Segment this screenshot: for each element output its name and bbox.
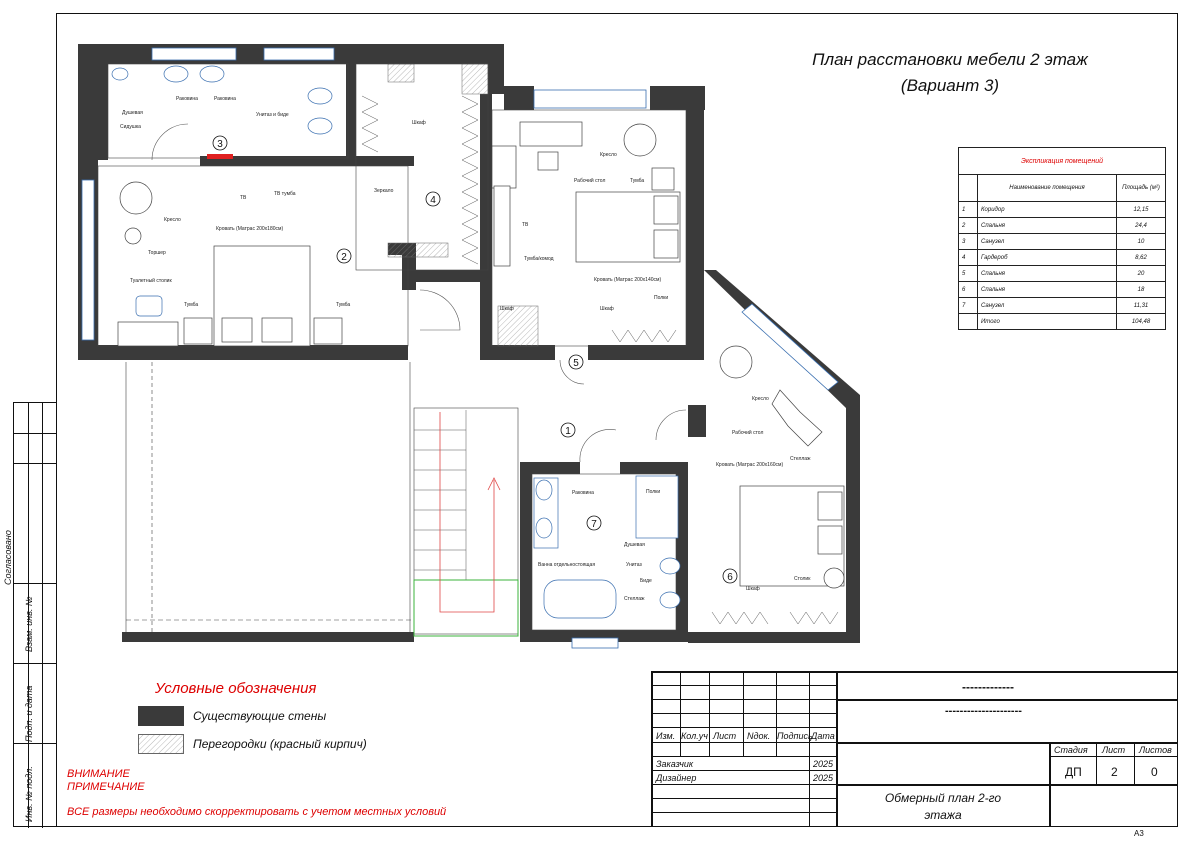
col-area-header: Площадь (м²) bbox=[1117, 175, 1166, 202]
stamp-ndok: Nдок. bbox=[747, 731, 771, 741]
svg-text:Столик: Столик bbox=[794, 576, 811, 582]
stamp-dizayner: Дизайнер bbox=[656, 773, 697, 783]
svg-text:Полки: Полки bbox=[654, 295, 669, 301]
legend-walls-label: Существующие стены bbox=[193, 709, 327, 723]
room-number-5: 5 bbox=[573, 358, 579, 369]
vzam-label: Взам. инв. № bbox=[24, 596, 34, 652]
svg-text:Биде: Биде bbox=[640, 578, 652, 584]
svg-text:Зеркало: Зеркало bbox=[374, 188, 394, 194]
stamp-listov-value: 0 bbox=[1151, 765, 1158, 779]
table-row: 6 Спальня 18 bbox=[959, 282, 1166, 298]
inv-label: Инв. № подл. bbox=[24, 766, 34, 822]
svg-text:Раковина: Раковина bbox=[214, 96, 236, 102]
soglasovano-label: Согласовано bbox=[3, 530, 13, 585]
explication-table bbox=[958, 147, 1166, 330]
explication-title: Экспликация помещений bbox=[959, 148, 1166, 175]
svg-text:Полки: Полки bbox=[646, 489, 661, 495]
legend-partitions-swatch bbox=[138, 734, 184, 754]
svg-text:Душевая: Душевая bbox=[122, 110, 143, 116]
svg-text:Унитаз и биде: Унитаз и биде bbox=[256, 112, 289, 118]
svg-text:Душевая: Душевая bbox=[624, 542, 645, 548]
note-label: ПРИМЕЧАНИЕ bbox=[67, 781, 145, 793]
svg-text:Кресло: Кресло bbox=[752, 396, 769, 402]
table-row: 7 Санузел 11,31 bbox=[959, 298, 1166, 314]
svg-text:Кровать (Матрас 200х180см): Кровать (Матрас 200х180см) bbox=[216, 226, 284, 232]
stamp-year-1: 2025 bbox=[813, 759, 834, 769]
stamp-dash-1: ------------- bbox=[962, 680, 1014, 694]
table-row: 5 Спальня 20 bbox=[959, 266, 1166, 282]
plan-title: План расстановки мебели 2 этаж bbox=[812, 50, 1088, 69]
legend-partitions-label: Перегородки (красный кирпич) bbox=[193, 737, 367, 751]
svg-text:Тумба/комод: Тумба/комод bbox=[524, 256, 554, 262]
table-row: 1 Коридор 12,15 bbox=[959, 202, 1166, 218]
svg-text:Тумба: Тумба bbox=[184, 302, 199, 308]
stamp-stadiya: Стадия bbox=[1054, 745, 1088, 755]
sheet-format: А3 bbox=[1134, 829, 1144, 838]
svg-text:Стеллаж: Стеллаж bbox=[624, 596, 645, 602]
svg-text:Раковина: Раковина bbox=[176, 96, 198, 102]
legend-title: Условные обозначения bbox=[155, 680, 317, 697]
room-number-3: 3 bbox=[217, 139, 223, 150]
plan-subtitle: (Вариант 3) bbox=[900, 76, 1000, 95]
table-row: 4 Гардероб 8,62 bbox=[959, 250, 1166, 266]
note-attention: ВНИМАНИЕ bbox=[67, 768, 130, 780]
svg-text:Шкаф: Шкаф bbox=[600, 306, 614, 312]
svg-text:Тумба: Тумба bbox=[336, 302, 351, 308]
table-total-row: Итого 104,48 bbox=[959, 314, 1166, 330]
note-text: ВСЕ размеры необходимо скорректировать с учетом местных условий bbox=[67, 806, 447, 818]
stamp-izm: Изм. bbox=[656, 731, 676, 741]
stamp-list-header: Лист bbox=[1102, 745, 1126, 755]
svg-text:ТВ: ТВ bbox=[240, 195, 247, 201]
stamp-list-value: 2 bbox=[1111, 765, 1118, 779]
room-number-2: 2 bbox=[341, 252, 347, 263]
room-number-4: 4 bbox=[430, 195, 436, 206]
svg-text:Кровать (Матрас 200х140см): Кровать (Матрас 200х140см) bbox=[594, 277, 662, 283]
table-row: 3 Санузел 10 bbox=[959, 234, 1166, 250]
sheet-title-line1: Обмерный план 2-го bbox=[884, 791, 1002, 805]
stamp-zakazchik: Заказчик bbox=[656, 759, 694, 769]
stamp-listov: Листов bbox=[1139, 745, 1172, 755]
stamp-stadiya-value: ДП bbox=[1065, 765, 1082, 779]
svg-text:Туалетный столик: Туалетный столик bbox=[130, 278, 172, 284]
stamp-year-2: 2025 bbox=[813, 773, 834, 783]
svg-text:Сидушка: Сидушка bbox=[120, 124, 141, 130]
stamp-kolch: Кол.уч bbox=[681, 731, 708, 741]
svg-text:Унитаз: Унитаз bbox=[626, 562, 642, 568]
sheet-title-line2: этажа bbox=[924, 808, 962, 822]
col-name-header: Наименование помещения bbox=[978, 175, 1117, 202]
svg-text:Шкаф: Шкаф bbox=[412, 120, 426, 126]
svg-text:Раковина: Раковина bbox=[572, 490, 594, 496]
svg-text:Кровать (Матрас 200х160см): Кровать (Матрас 200х160см) bbox=[716, 462, 784, 468]
room-number-1: 1 bbox=[565, 426, 571, 437]
svg-text:Тумба: Тумба bbox=[630, 178, 645, 184]
legend-walls-swatch bbox=[138, 706, 184, 726]
title-block bbox=[651, 671, 1178, 827]
svg-text:Торшер: Торшер bbox=[148, 250, 166, 256]
svg-text:ТВ: ТВ bbox=[522, 222, 529, 228]
stamp-podpis: Подпись bbox=[777, 731, 813, 741]
room-number-7: 7 bbox=[591, 519, 597, 530]
svg-text:Шкаф: Шкаф bbox=[500, 306, 514, 312]
room-number-6: 6 bbox=[727, 572, 733, 583]
stamp-data: Дата bbox=[811, 731, 835, 741]
svg-text:ТВ тумба: ТВ тумба bbox=[274, 191, 296, 197]
svg-text:Стеллаж: Стеллаж bbox=[790, 456, 811, 462]
svg-text:Ванна отдельностоящая: Ванна отдельностоящая bbox=[538, 562, 596, 568]
table-row: 2 Спальня 24,4 bbox=[959, 218, 1166, 234]
podp-label: Подп. и дата bbox=[24, 685, 34, 742]
svg-text:Рабочий стол: Рабочий стол bbox=[574, 178, 606, 184]
svg-text:Кресло: Кресло bbox=[600, 152, 617, 158]
stamp-dash-2: --------------------- bbox=[945, 705, 1022, 717]
svg-text:Рабочий стол: Рабочий стол bbox=[732, 430, 764, 436]
stamp-list: Лист bbox=[713, 731, 737, 741]
svg-text:Шкаф: Шкаф bbox=[746, 586, 760, 592]
svg-text:Кресло: Кресло bbox=[164, 217, 181, 223]
